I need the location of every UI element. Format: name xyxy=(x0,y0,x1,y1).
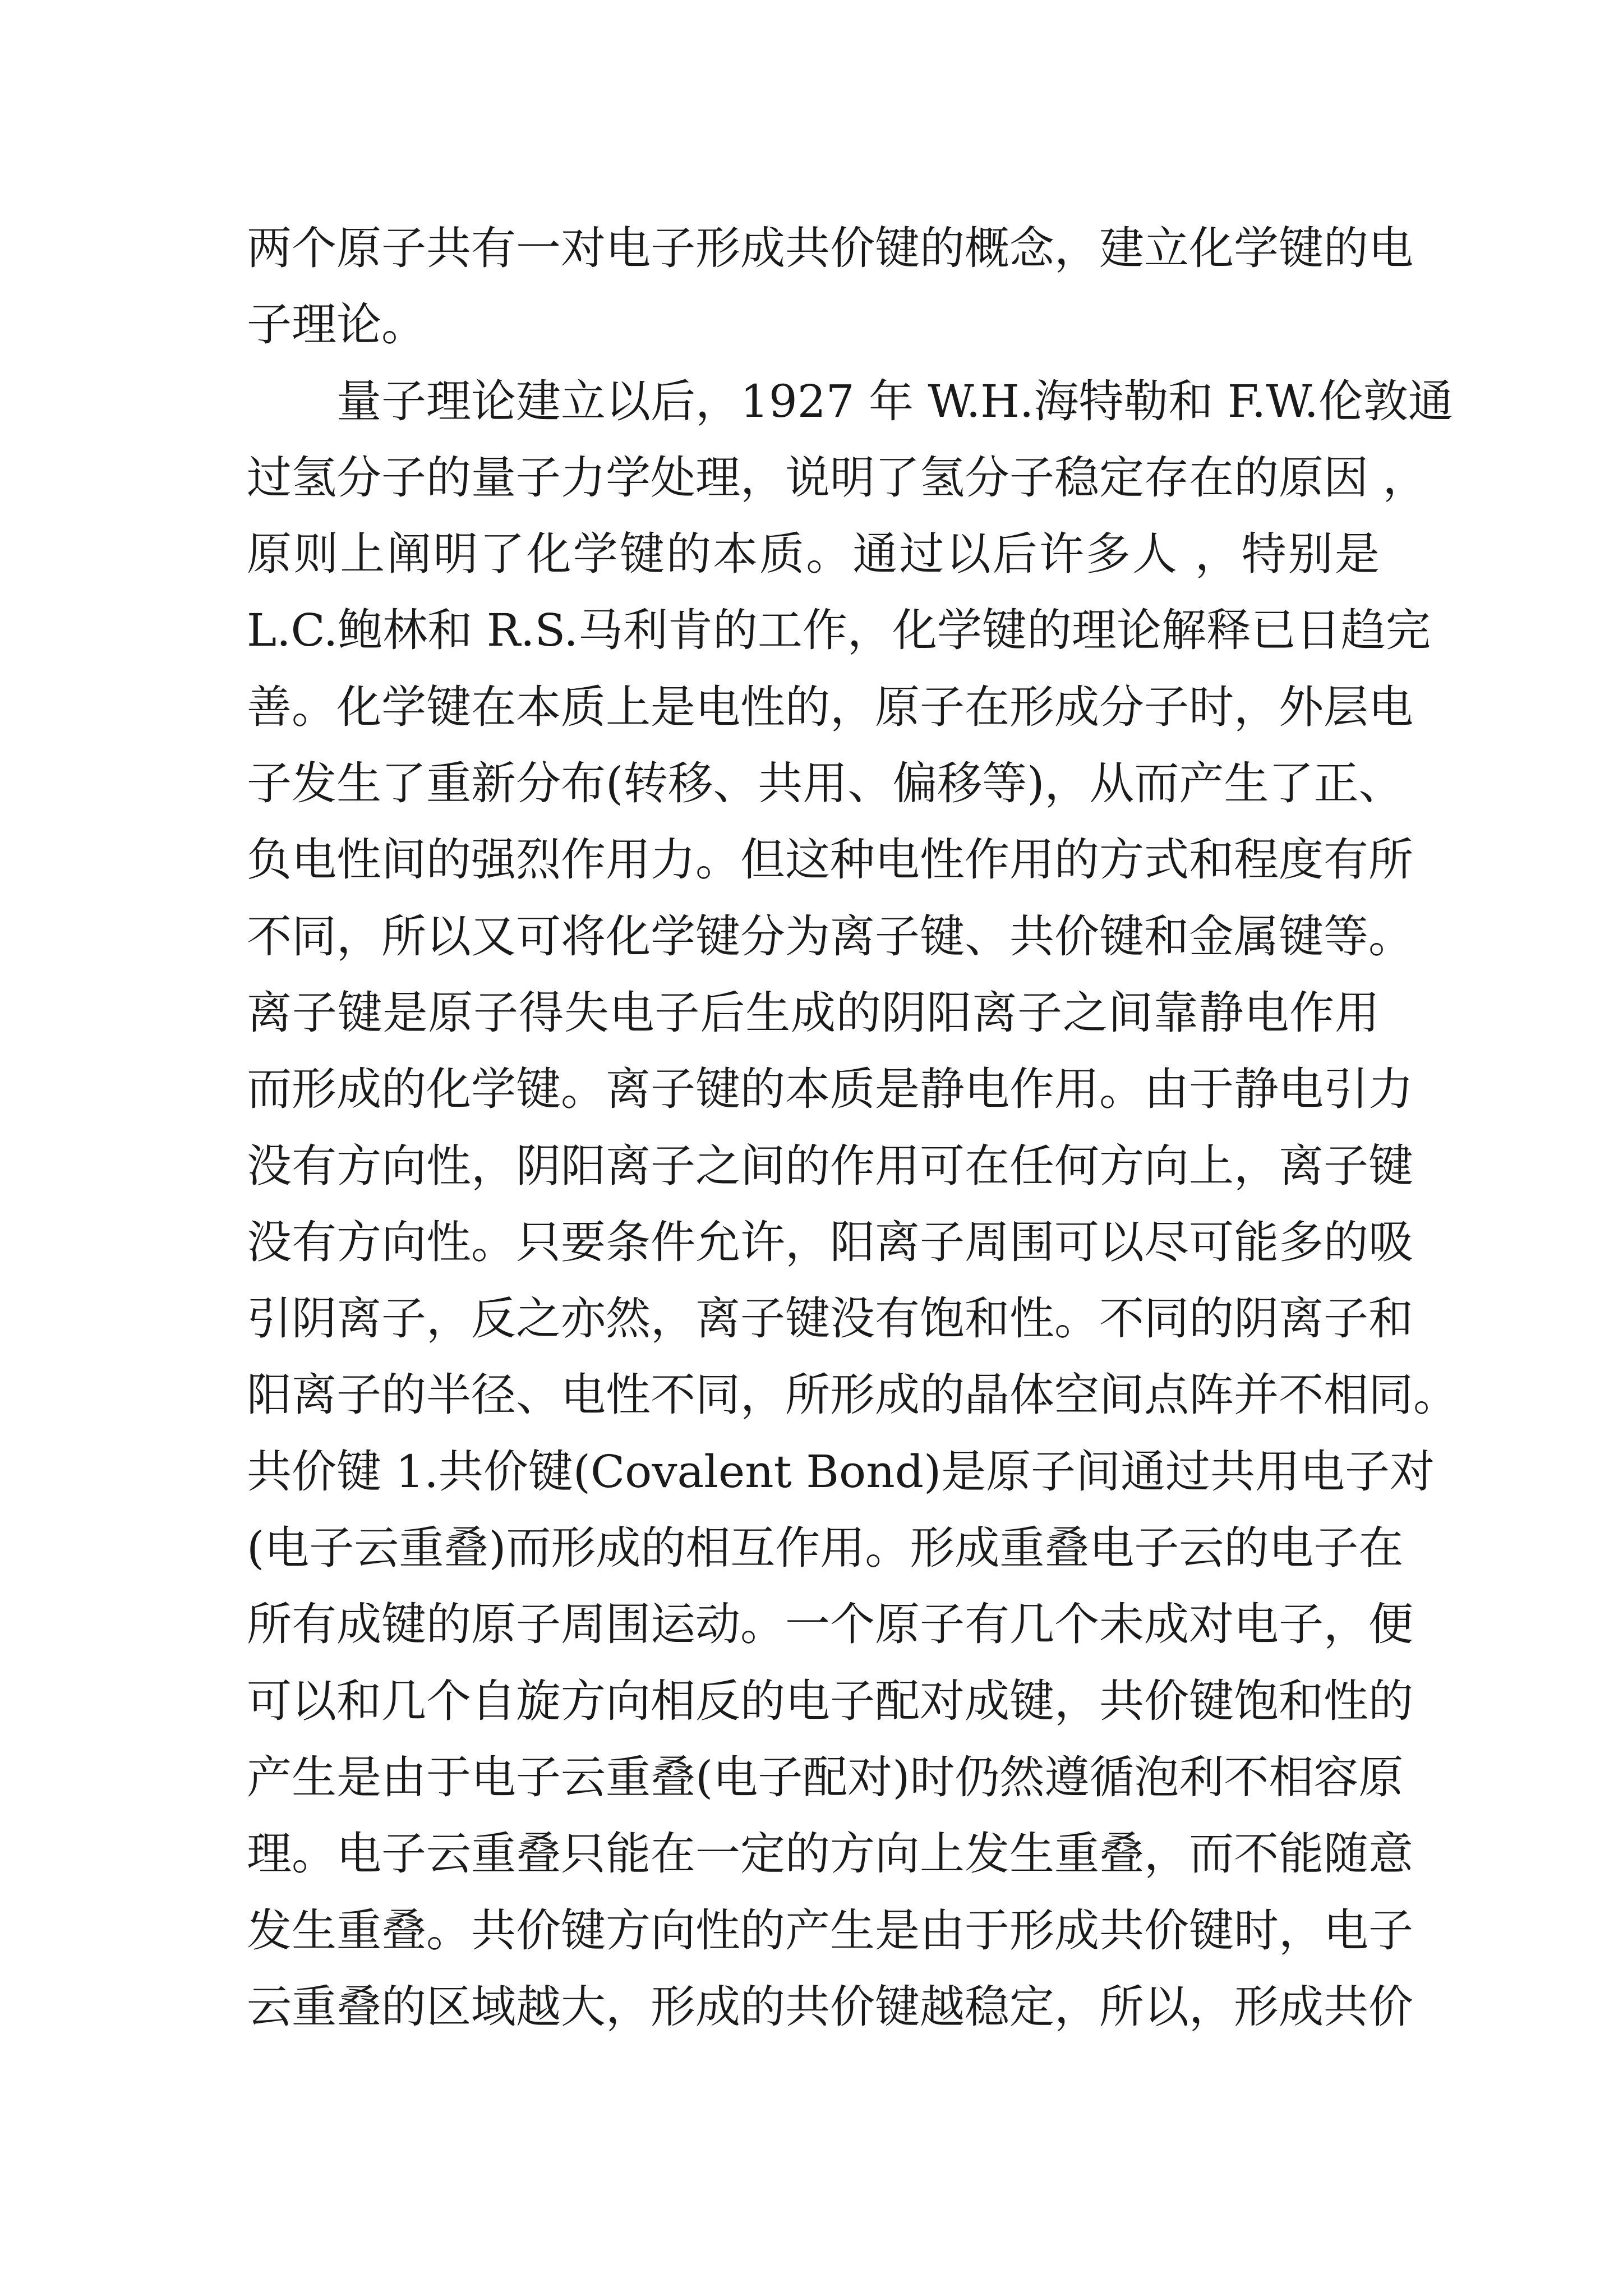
text-line: 不同，所以又可将化学键分为离子键、共价键和金属键等。 xyxy=(247,910,1413,963)
text-line: 而形成的化学键。离子键的本质是静电作用。由于静电引力 xyxy=(247,1063,1413,1116)
text-line: 没有方向性，阴阳离子之间的作用可在任何方向上，离子键 xyxy=(247,1139,1413,1192)
text-line: 善。化学键在本质上是电性的，原子在形成分子时，外层电 xyxy=(247,680,1413,733)
text-line: 云重叠的区域越大，形成的共价键越稳定，所以，形成共价 xyxy=(247,1980,1413,2033)
text-line: 阳离子的半径、电性不同，所形成的晶体空间点阵并不相同。 xyxy=(247,1369,1458,1421)
text-line: 引阴离子，反之亦然，离子键没有饱和性。不同的阴离子和 xyxy=(247,1292,1413,1345)
text-line: 子理论。 xyxy=(247,298,426,351)
body-text xyxy=(247,210,1458,2045)
text-line: 量子理论建立以后，1927 年 W.H.海特勒和 F.W.伦敦通 xyxy=(336,375,1453,427)
text-line: 原则上阐明了化学键的本质。通过以后许多人 ，特别是 xyxy=(247,528,1380,581)
text-line: 发生重叠。共价键方向性的产生是由于形成共价键时，电子 xyxy=(247,1904,1413,1957)
text-line: 产生是由于电子云重叠(电子配对)时仍然遵循泡利不相容原 xyxy=(247,1751,1404,1803)
text-line: 两个原子共有一对电子形成共价键的概念，建立化学键的电 xyxy=(247,222,1413,274)
text-line: 负电性间的强烈作用力。但这种电性作用的方式和程度有所 xyxy=(247,834,1413,886)
text-line: (电子云重叠)而形成的相互作用。形成重叠电子云的电子在 xyxy=(247,1522,1404,1575)
text-line: 共价键 1.共价键(Covalent Bond)是原子间通过共用电子对 xyxy=(247,1445,1435,1498)
text-line: 子发生了重新分布(转移、共用、偏移等)，从而产生了正、 xyxy=(247,757,1404,810)
text-line: 可以和几个自旋方向相反的电子配对成键，共价键饱和性的 xyxy=(247,1674,1413,1727)
text-line: 没有方向性。只要条件允许，阳离子周围可以尽可能多的吸 xyxy=(247,1216,1413,1268)
text-line: 过氢分子的量子力学处理，说明了氢分子稳定存在的原因 ， xyxy=(247,451,1428,504)
text-line: 理。电子云重叠只能在一定的方向上发生重叠，而不能随意 xyxy=(247,1828,1413,1880)
text-line: 所有成键的原子周围运动。一个原子有几个未成对电子，便 xyxy=(247,1598,1413,1651)
text-line: L.C.鲍林和 R.S.马利肯的工作，化学键的理论解释已日趋完 xyxy=(247,604,1431,657)
text-line: 离子键是原子得失电子后生成的阴阳离子之间靠静电作用 xyxy=(247,986,1380,1039)
